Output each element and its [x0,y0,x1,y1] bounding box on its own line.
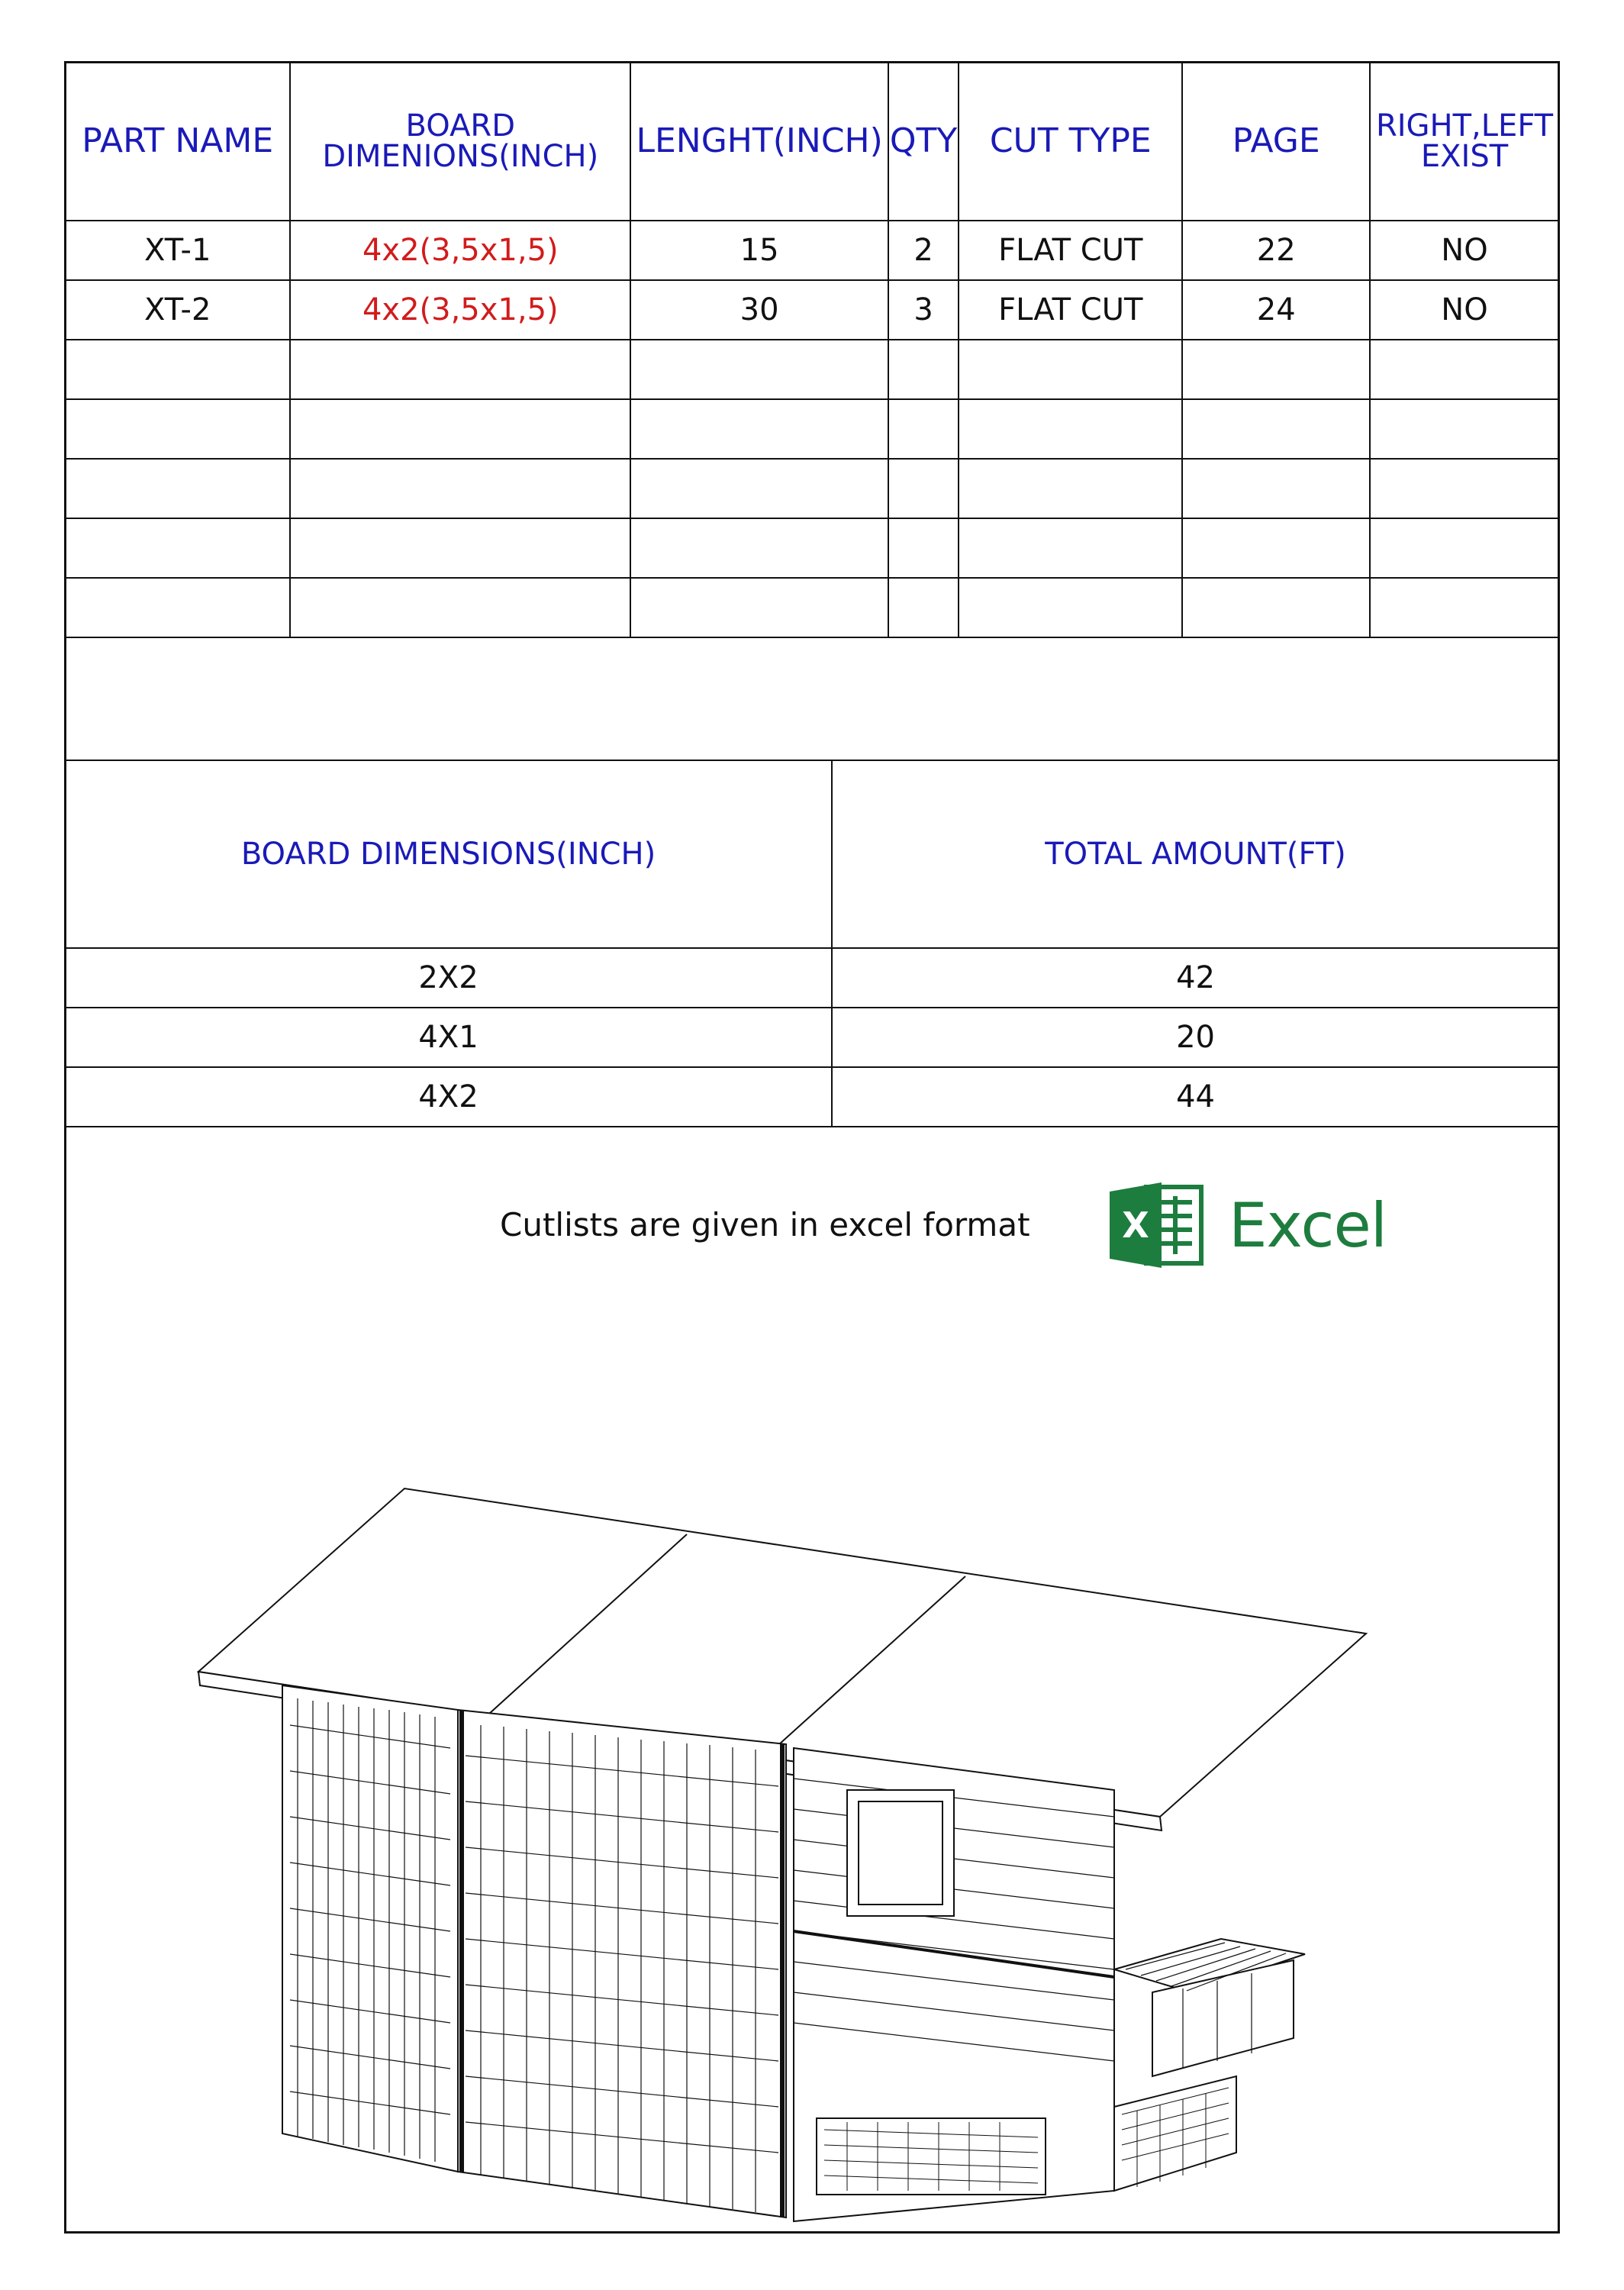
header-page: PAGE [1182,62,1370,221]
empty-row [65,340,1559,399]
table-row [65,948,1559,1008]
table-row [65,280,1559,340]
empty-row [65,459,1559,518]
cell-page: 24 [1182,280,1370,340]
table-row [65,1067,1559,1127]
excel-label: Excel [1229,1189,1387,1261]
header-qty: QTY [888,62,959,221]
cell-amount: 20 [832,1008,1559,1067]
header-board-dimensions: BOARD DIMENIONS(INCH) [290,62,630,221]
cell-part-name: XT-2 [65,280,290,340]
table-row [65,1008,1559,1067]
header-total-amount: TOTAL AMOUNT(FT) [832,760,1559,948]
table-row [65,221,1559,280]
header-part-name: PART NAME [65,62,290,221]
summary-header-row [65,760,1559,948]
cell-length: 15 [630,221,888,280]
header-cut-type: CUT TYPE [959,62,1182,221]
summary-table [64,760,1560,1127]
cell-dimension: 4X2 [65,1067,832,1127]
excel-note: Cutlists are given in excel format [500,1206,1030,1243]
cell-dimension: 2X2 [65,948,832,1008]
cell-right-left: NO [1370,221,1559,280]
cell-dimension: 4X1 [65,1008,832,1067]
cell-page: 22 [1182,221,1370,280]
cell-board: 4x2(3,5x1,5) [290,280,630,340]
empty-row [65,518,1559,578]
chicken-coop-drawing [191,1481,1381,2229]
cell-length: 30 [630,280,888,340]
cell-qty: 2 [888,221,959,280]
excel-logo [1107,1179,1387,1271]
header-right-left-exist: RIGHT,LEFT EXIST [1370,62,1559,221]
cell-part-name: XT-1 [65,221,290,280]
cell-right-left: NO [1370,280,1559,340]
cell-qty: 3 [888,280,959,340]
svg-text:X: X [1122,1205,1149,1246]
header-board-dimensions-summary: BOARD DIMENSIONS(INCH) [65,760,832,948]
empty-row [65,399,1559,459]
cell-cut-type: FLAT CUT [959,280,1182,340]
header-length: LENGHT(INCH) [630,62,888,221]
cell-amount: 44 [832,1067,1559,1127]
excel-icon [1107,1179,1206,1271]
cell-cut-type: FLAT CUT [959,221,1182,280]
empty-row [65,578,1559,637]
cell-board: 4x2(3,5x1,5) [290,221,630,280]
cell-amount: 42 [832,948,1559,1008]
parts-table [64,61,1560,638]
parts-header-row [65,62,1559,221]
